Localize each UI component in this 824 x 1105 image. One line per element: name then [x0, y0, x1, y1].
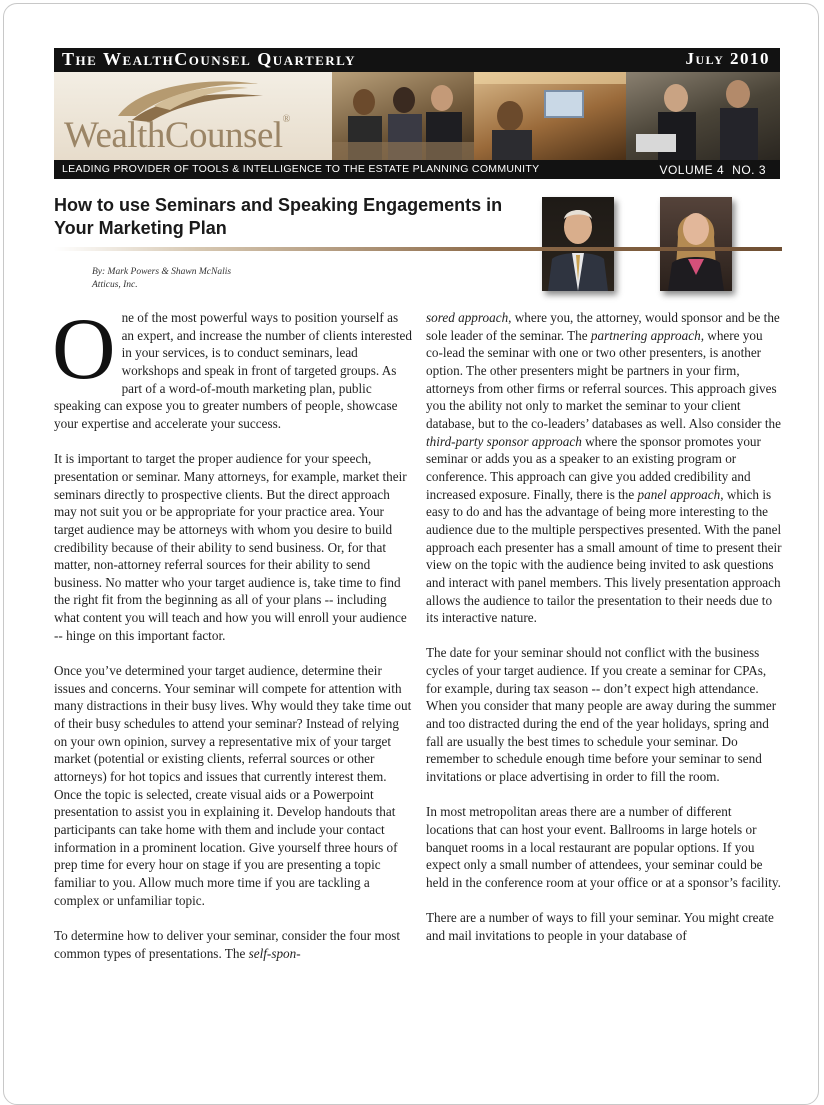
paragraph: In most metropolitan areas there are a number of different locations that can host your event. Ballrooms in large hotels or banquet rooms in a local restaurant are popular options. If you expect only a small number of attendees, your seminar could be held in the conference room at your office or at a sponsor’s facility. — [426, 804, 781, 890]
newsletter-masthead — [54, 48, 780, 179]
title-divider — [54, 247, 782, 251]
wealthcounsel-logo — [54, 72, 332, 160]
paragraph: The date for your seminar should not conflict with the business cycles of your target audience. If you create a seminar for CPAs, for example, during tax season -- don’t expect high attendance. When you consider that many people are away during the summer and too distracted during the end of the year holidays, spring and fall are usually the best times to schedule your seminar. Do remember to schedule enough time before your seminar to send invitations or place advertising in order to fill the room. — [426, 645, 777, 785]
photo-presentation — [474, 72, 626, 160]
photo-meeting — [626, 72, 780, 160]
paragraph: sored approach, where you, the attorney, would sponsor and be the sole leader of the seminar. The partnering approach, where you co-lead the seminar with one or two other presenters, is another option. The other presenters might be partners in your firm, attorneys from other firms or referral sources. This approach gives you the ability not only to market the seminar to your client database, but to the co-leaders’ databases as well. Also consider the third-party sponsor approach where the sponsor promotes your seminar or adds you as a speaker to an existing program or conference. This approach can give you added credibility and increased exposure. Finally, there is the panel approach, which is easy to do and has the advantage of being more interesting to the audience due to the multiple perspectives presented. With the panel approach each presenter has a small amount of time to present their view on the topic with the audience being invited to ask questions and interact with panel members. This lively presentation approach allows the audience to tailor the presentation to their needs due to its interactive nature. — [426, 310, 782, 626]
paragraph: One of the most powerful ways to position yourself as an expert, and increase the number of clients interested in your services, is to conduct seminars, lead workshops and speak in front of targeted groups. As part of a word-of-mouth marketing plan, public speaking can expose you to greater numbers of people, showcase your expertise and accelerate your success. — [52, 301, 412, 431]
author-photo-shawn-mcnalis — [660, 197, 732, 291]
tagline: LEADING PROVIDER OF TOOLS & INTELLIGENCE TO THE ESTATE PLANNING COMMUNITY — [62, 163, 540, 175]
paragraph: To determine how to deliver your seminar, consider the four most common types of presentations. The self-spon- — [54, 927, 401, 961]
paragraph: There are a number of ways to fill your seminar. You might create and mail invitations to people in your database of — [426, 910, 774, 943]
author-photo-mark-powers — [542, 197, 614, 291]
issue-date: July 2010 — [685, 49, 770, 68]
volume-number: VOLUME 4 NO. 3 — [659, 163, 766, 177]
page — [3, 3, 819, 1105]
masthead-bottom-bar — [54, 160, 780, 179]
article-column-left — [52, 301, 412, 980]
article-column-right — [426, 309, 782, 962]
masthead-top-bar — [54, 48, 780, 72]
paragraph: Once you’ve determined your target audience, determine their issues and concerns. Your seminar will compete for attention with many distractions in their busy lives. Why would they take time out of their busy schedules to attend your seminar? Instead of relying on your own opinion, survey a representative mix of your target market (potential or existing clients, referral sources or other attorneys) for hot topics and issues that currently interest them. Once the topic is selected, create visual aids or a Powerpoint presentation to assist you in explaining it. Develop handouts that participants can take home with them and include your contact information in a prominent location. Give yourself three hours of prep time for every hour on stage if you are presenting a topic familiar to you. Allow much more time if you are tackling a complex or unfamiliar topic. — [54, 663, 412, 908]
logo-wordmark: WealthCounsel® — [64, 114, 290, 156]
byline-authors: By: Mark Powers & Shawn McNalis — [92, 267, 232, 277]
newsletter-title: The WealthCounsel Quarterly — [62, 49, 357, 69]
paragraph: It is important to target the proper audience for your speech, presentation or seminar. Many attorneys, for example, market their seminars directly to prospective clients. But the direct approach may not suit you or be appropriate for your practice area. Your target audience may be attorneys with whom you desire to build credibility because of their ability to send business. Or, for that matter, non-attorney referral sources for their ability to send business. No matter who your target audience is, take time to find the right fit from the beginning as all of your plans -- including what content you will teach and how you will enroll your audience -- hinge on this important factor. — [54, 451, 407, 643]
byline-company: Atticus, Inc. — [92, 280, 138, 290]
masthead-banner — [54, 72, 780, 160]
photo-handshake — [332, 72, 474, 160]
drop-cap: O — [52, 301, 116, 398]
article-title: How to use Seminars and Speaking Engagements in Your Marketing Plan — [54, 195, 503, 238]
byline — [92, 266, 231, 292]
